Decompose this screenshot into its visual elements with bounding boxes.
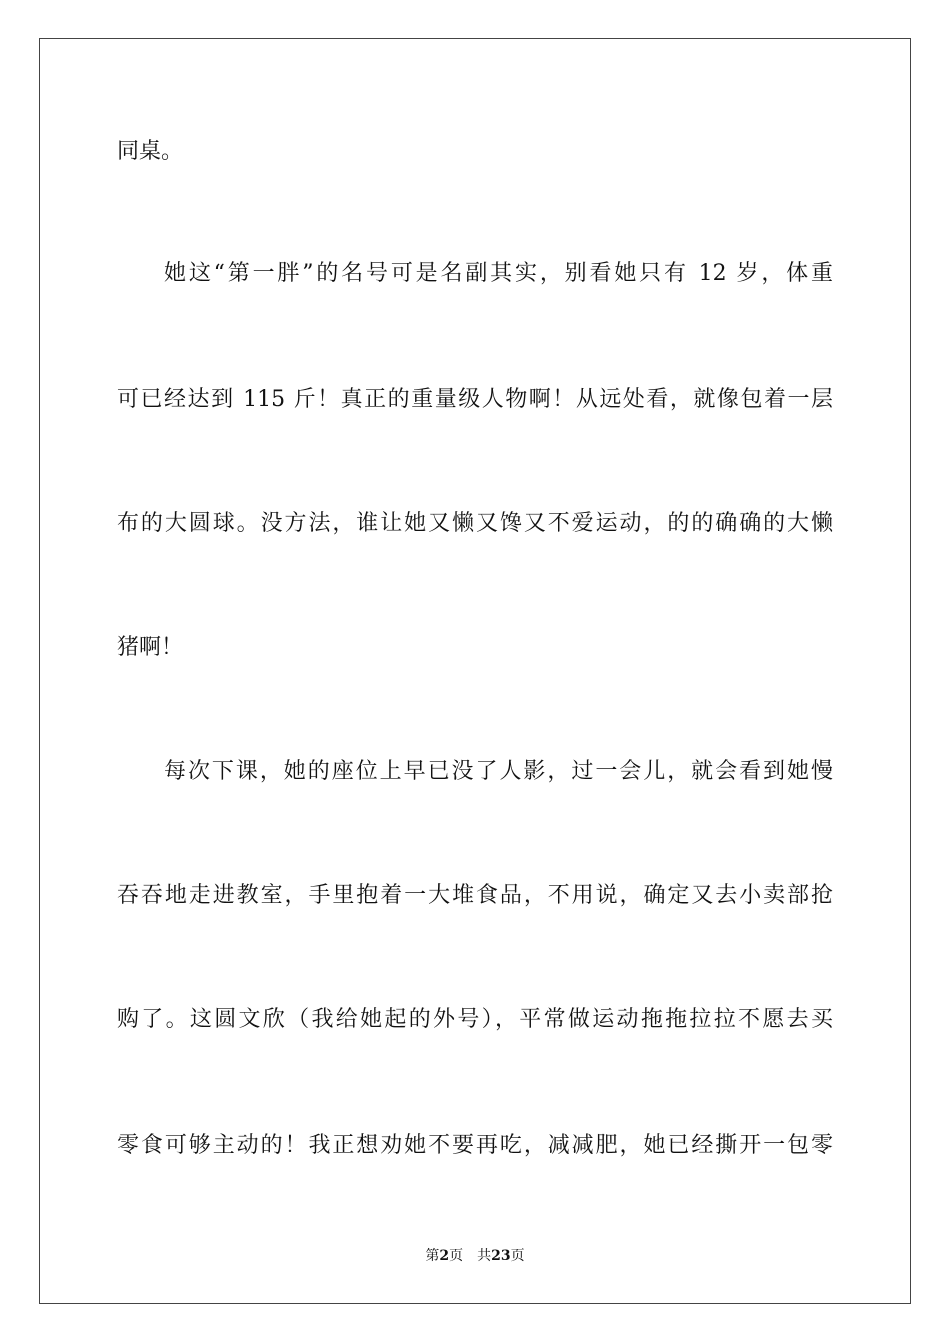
footer-total-prefix: 共 — [477, 1248, 492, 1264]
text-line-4: 布的大圆球。没方法，谁让她又懒又馋又不爱运动，的的确确的大懒 — [117, 511, 833, 536]
text-line-7: 吞吞地走进教室，手里抱着一大堆食品，不用说，确定又去小卖部抢 — [117, 883, 833, 908]
footer-page-prefix: 第 — [425, 1248, 440, 1264]
footer-page-number: 2 — [439, 1248, 450, 1264]
footer-page-suffix: 页 — [449, 1248, 464, 1264]
page-footer — [0, 1246, 950, 1266]
text-line-8: 购了。这圆文欣（我给她起的外号），平常做运动拖拖拉拉不愿去买 — [117, 1007, 833, 1032]
page-border — [39, 38, 911, 1304]
text-line-6: 每次下课，她的座位上早已没了人影，过一会儿，就会看到她慢 — [164, 759, 833, 784]
text-line-5: 猪啊！ — [117, 635, 184, 660]
footer-total-suffix: 页 — [510, 1248, 525, 1264]
text-line-1: 同桌。 — [117, 139, 184, 164]
text-line-9: 零食可够主动的！我正想劝她不要再吃，减减肥，她已经撕开一包零 — [117, 1133, 833, 1158]
text-line-2: 她这“第一胖”的名号可是名副其实，别看她只有 12 岁，体重 — [164, 261, 833, 286]
text-line-3: 可已经达到 115 斤！真正的重量级人物啊！从远处看，就像包着一层 — [117, 387, 833, 412]
footer-total-pages: 23 — [491, 1248, 511, 1264]
